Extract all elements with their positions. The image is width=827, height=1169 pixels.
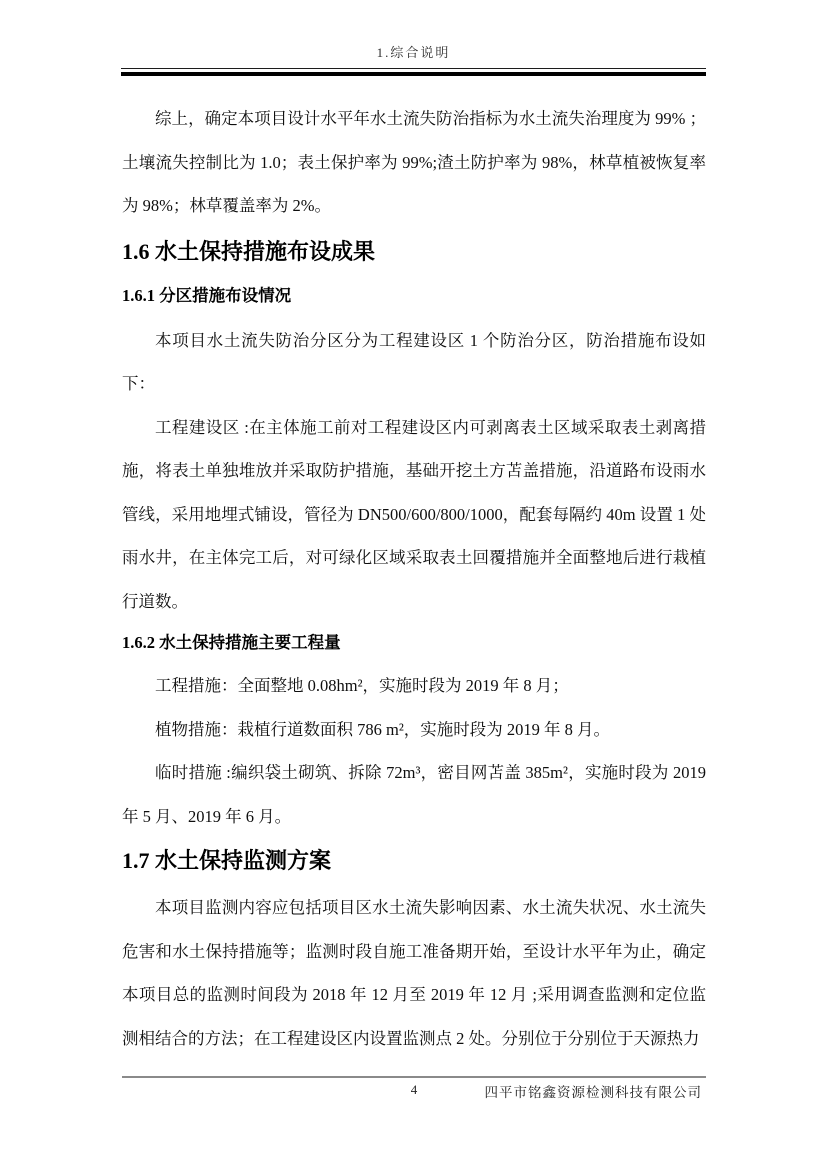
- section-heading-1-6: 1.6 水土保持措施布设成果: [122, 238, 376, 264]
- paragraph-monitoring-plan: 本项目监测内容应包括项目区水土流失影响因素、水土流失状况、水土流失危害和水土保持措施等；监测时段自施工准备期开始，至设计水平年为止，确定本项目总的监测时间段为 2018 年 12 月至 2019 年 12 月 ;采用调查监测和定位监测相结合的方法；在工程建设区内设置监测点 2 处。分别位于分别位于天源热力: [122, 898, 706, 1048]
- header-divider-rule: [121, 68, 706, 76]
- paragraph-plant-measures: 植物措施：栽植行道数面积 786 m²，实施时段为 2019 年 8 月。: [155, 719, 611, 739]
- subsection-heading-1-6-1: 1.6.1 分区措施布设情况: [122, 285, 292, 305]
- section-heading-1-7: 1.7 水土保持监测方案: [122, 848, 332, 873]
- running-header-title: 1.综合说明: [376, 45, 451, 60]
- paragraph-indicator-summary: 综上，确定本项目设计水平年水土流失防治指标为水土流失治理度为 99% ；土壤流失控制比为 1.0；表土保护率为 99%;渣土防护率为 98%，林草植被恢复率为 98%；林草覆盖率为 2%。: [122, 109, 706, 215]
- document-body: [122, 77, 706, 1060]
- page-number: 4: [410, 1082, 418, 1097]
- page-header: [121, 42, 706, 76]
- paragraph-zoning-overview: 本项目水土流失防治分区分为工程建设区 1 个防治分区，防治措施布设如下：: [122, 330, 706, 393]
- paragraph-construction-zone-measures: 工程建设区 :在主体施工前对工程建设区内可剥离表土区域采取表土剥离措施，将表土单独堆放并采取防护措施，基础开挖土方苫盖措施，沿道路布设雨水管线，采用地埋式铺设，管径为 DN500/600/800/1000，配套每隔约 40m 设置 1 处雨水井，在主体完工后，对可绿化区域采取表土回覆措施并全面整地后进行栽植行道数。: [122, 417, 706, 611]
- footer-row: [122, 1078, 706, 1103]
- subsection-heading-1-6-2: 1.6.2 水土保持措施主要工程量: [122, 633, 341, 652]
- paragraph-temporary-measures: 临时措施 :编织袋土砌筑、拆除 72m³，密目网苫盖 385m²，实施时段为 2019 年 5 月、2019 年 6 月。: [122, 763, 706, 826]
- paragraph-engineering-measures: 工程措施：全面整地 0.08hm²，实施时段为 2019 年 8 月；: [155, 676, 569, 695]
- footer-company-name: 四平市铭鑫资源检测科技有限公司: [484, 1085, 702, 1100]
- page-footer: [122, 1076, 706, 1103]
